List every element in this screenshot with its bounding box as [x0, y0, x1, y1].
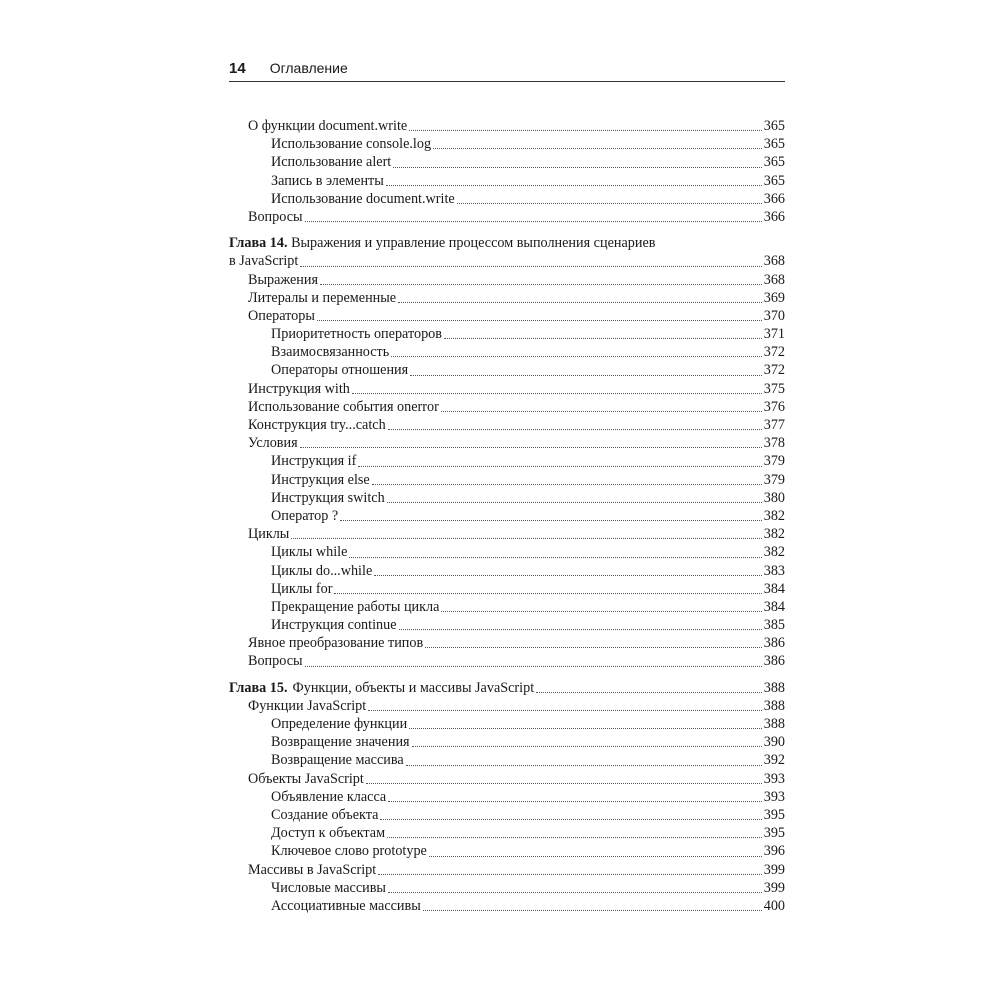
toc-entry-page: 399: [763, 861, 785, 878]
leader-dots: [444, 337, 762, 339]
toc-entry-title: Циклы while: [271, 544, 348, 561]
toc-entry-title: Циклы: [248, 526, 290, 543]
toc-entry-page: 386: [763, 635, 785, 652]
toc-entry-page: 400: [763, 897, 785, 914]
leader-dots: [433, 147, 762, 149]
toc-entry-title: Вопросы: [248, 208, 303, 225]
toc-entry-page: 366: [763, 208, 785, 225]
toc-entry[interactable]: [229, 652, 785, 670]
toc-entry-page: 382: [763, 544, 785, 561]
leader-dots: [441, 410, 762, 412]
toc-entry[interactable]: [229, 208, 785, 226]
toc-entry-title: Прекращение работы цикла: [271, 598, 440, 615]
chapter-15-label: Глава 15.: [229, 679, 288, 696]
toc-entry[interactable]: [229, 770, 785, 788]
toc-entry-page: 375: [763, 380, 785, 397]
leader-dots: [393, 166, 761, 168]
chapter-14-page: 368: [763, 253, 785, 270]
leader-dots: [317, 319, 762, 321]
toc-entry[interactable]: [229, 788, 785, 806]
toc-entry[interactable]: [229, 325, 785, 343]
toc-entry-page: 365: [763, 136, 785, 153]
toc-entry[interactable]: [229, 489, 785, 507]
toc-entry-title: Создание объекта: [271, 806, 379, 823]
running-head-title: Оглавление: [269, 60, 348, 76]
leader-dots: [425, 646, 762, 648]
toc-entry-title: Доступ к объектам: [271, 825, 386, 842]
leader-dots: [388, 891, 762, 893]
toc-entry[interactable]: [229, 452, 785, 470]
toc-entry-title: Объявление класса: [271, 788, 387, 805]
toc-entry-page: 385: [763, 617, 785, 634]
toc-entry-page: 382: [763, 507, 785, 524]
leader-dots: [398, 301, 762, 303]
chapter-14-entries: [229, 271, 785, 671]
toc-entry-title: Явное преобразование типов: [248, 635, 424, 652]
toc-entry-page: 365: [763, 154, 785, 171]
toc-entry[interactable]: [229, 733, 785, 751]
toc-entry-title: О функции document.write: [248, 118, 408, 134]
leader-dots: [391, 355, 762, 357]
toc-entry[interactable]: [229, 135, 785, 153]
toc-entry-title: Взаимосвязанность: [271, 344, 390, 361]
toc-entry-title: Циклы do...while: [271, 562, 373, 579]
toc-entry-title: Операторы отношения: [271, 362, 409, 379]
leader-dots: [429, 855, 762, 857]
toc-entry-page: 384: [763, 580, 785, 597]
toc-entry[interactable]: [229, 751, 785, 769]
toc-entry-title: Запись в элементы: [271, 172, 384, 189]
leader-dots: [388, 428, 762, 430]
toc-entry-page: 365: [763, 172, 785, 189]
leader-dots: [457, 202, 762, 204]
toc-entry-page: 395: [763, 825, 785, 842]
toc-entry-title: Возвращение значения: [271, 734, 410, 751]
toc-entry[interactable]: [229, 897, 785, 915]
toc-entry-page: 366: [763, 190, 785, 207]
toc-entry-title: Инструкция switch: [271, 489, 385, 506]
toc-entry-title: Конструкция try...catch: [248, 417, 386, 433]
toc-entry[interactable]: [229, 562, 785, 580]
toc-entry-title: Использование document.write: [271, 190, 455, 207]
toc-entry[interactable]: [229, 580, 785, 598]
leader-dots: [399, 628, 762, 630]
toc-entry-page: 382: [763, 526, 785, 543]
table-of-contents: [229, 117, 785, 915]
toc-entry[interactable]: [229, 361, 785, 379]
leader-dots: [387, 501, 762, 503]
toc-entry[interactable]: [229, 398, 785, 416]
chapter-14-title-line-1[interactable]: [229, 234, 785, 252]
toc-entry-page: 376: [763, 398, 785, 415]
toc-entry-page: 396: [763, 843, 785, 860]
toc-entry[interactable]: [229, 416, 785, 434]
chapter-14-title-cont: в JavaScript: [229, 253, 299, 270]
leader-dots: [366, 782, 762, 784]
page-header: [229, 60, 785, 80]
toc-entry-title: Инструкция if: [271, 453, 357, 470]
toc-entry-title: Ассоциативные массивы: [271, 897, 421, 914]
chapter-15-page: 388: [763, 679, 785, 696]
toc-entry-page: 399: [763, 879, 785, 896]
leader-dots: [423, 909, 762, 911]
toc-entry[interactable]: [229, 697, 785, 715]
toc-entry-page: 377: [763, 417, 785, 433]
toc-entry-title: Возвращение массива: [271, 752, 404, 769]
toc-entry-page: 369: [763, 289, 785, 306]
leader-dots: [334, 592, 761, 594]
toc-entry-title: Функции JavaScript: [248, 697, 367, 714]
leader-dots: [300, 265, 761, 267]
toc-entry-page: 388: [763, 716, 785, 732]
toc-entry-page: 386: [763, 653, 785, 670]
chapter-14: [229, 234, 785, 671]
toc-entry-title: Циклы for: [271, 580, 333, 597]
toc-entry-title: Условия: [248, 435, 298, 452]
chapter-14-title-line-2[interactable]: [229, 252, 785, 270]
leader-dots: [387, 836, 762, 838]
chapter-15-title: Функции, объекты и массивы JavaScript: [292, 679, 535, 696]
toc-entry-title: Определение функции: [271, 716, 408, 732]
leader-dots: [291, 537, 761, 539]
toc-entry-page: 379: [763, 471, 785, 488]
toc-entry-title: Инструкция continue: [271, 617, 397, 634]
toc-entry-page: 370: [763, 307, 785, 324]
toc-entry[interactable]: [229, 343, 785, 361]
toc-entry-title: Использование события onerror: [248, 398, 439, 415]
toc-entry-title: Числовые массивы: [271, 879, 386, 896]
toc-entry[interactable]: [229, 715, 785, 733]
toc-entry[interactable]: [229, 598, 785, 616]
chapter-15: [229, 679, 785, 915]
toc-entry[interactable]: [229, 507, 785, 525]
toc-entry-page: 393: [763, 788, 785, 805]
chapter-14-title: Выражения и управление процессом выполнения сценариев: [291, 235, 656, 252]
leader-dots: [368, 709, 762, 711]
leader-dots: [378, 873, 761, 875]
toc-entry-title: Инструкция with: [248, 380, 350, 397]
toc-entry[interactable]: [229, 271, 785, 289]
toc-entry-title: Использование console.log: [271, 136, 432, 153]
toc-entry[interactable]: [229, 806, 785, 824]
leader-dots: [300, 446, 762, 448]
toc-entry-page: 388: [763, 697, 785, 714]
toc-entry[interactable]: [229, 824, 785, 842]
chapter-15-entries: [229, 697, 785, 915]
toc-entry-title: Оператор ?: [271, 507, 339, 524]
toc-entry-page: 371: [763, 326, 785, 343]
toc-entry-title: Использование alert: [271, 154, 392, 171]
toc-entry-title: Операторы: [248, 307, 315, 324]
chapter-15-title-line[interactable]: [229, 679, 785, 697]
leader-dots: [410, 374, 762, 376]
toc-entry-page: 372: [763, 344, 785, 361]
leader-dots: [406, 764, 762, 766]
toc-entry-page: 378: [763, 435, 785, 452]
toc-entry[interactable]: [229, 307, 785, 325]
toc-entry[interactable]: [229, 543, 785, 561]
toc-entry[interactable]: [229, 842, 785, 860]
toc-entry-page: 365: [763, 118, 785, 134]
toc-entry[interactable]: [229, 117, 785, 135]
header-rule: [229, 81, 785, 82]
toc-entry-title: Ключевое слово prototype: [271, 843, 427, 860]
leader-dots: [412, 745, 762, 747]
leader-dots: [352, 392, 762, 394]
toc-entry[interactable]: [229, 190, 785, 208]
leader-dots: [320, 283, 762, 285]
leader-dots: [409, 727, 762, 729]
leader-dots: [305, 220, 762, 222]
toc-entry[interactable]: [229, 525, 785, 543]
leader-dots: [358, 465, 761, 467]
toc-entry[interactable]: [229, 634, 785, 652]
page-number: 14: [229, 60, 246, 77]
toc-entry-page: 368: [763, 271, 785, 288]
leader-dots: [305, 665, 762, 667]
toc-entry-page: 372: [763, 362, 785, 379]
leader-dots: [409, 129, 762, 131]
toc-entry-page: 383: [763, 562, 785, 579]
leader-dots: [536, 691, 762, 693]
toc-entry-page: 384: [763, 598, 785, 615]
toc-entry[interactable]: [229, 861, 785, 879]
leader-dots: [372, 483, 762, 485]
leader-dots: [388, 800, 761, 802]
toc-entry-title: Объекты JavaScript: [248, 770, 364, 787]
toc-entry[interactable]: [229, 434, 785, 452]
toc-entry[interactable]: [229, 879, 785, 897]
toc-entry-title: Массивы в JavaScript: [248, 861, 377, 878]
toc-entry-title: Выражения: [248, 271, 319, 288]
toc-entry[interactable]: [229, 471, 785, 489]
toc-entry-page: 392: [763, 752, 785, 769]
leader-dots: [349, 556, 761, 558]
toc-entry-title: Вопросы: [248, 653, 303, 670]
leader-dots: [340, 519, 762, 521]
toc-entry[interactable]: [229, 289, 785, 307]
toc-entry[interactable]: [229, 380, 785, 398]
toc-entry[interactable]: [229, 153, 785, 171]
toc-entry-page: 379: [763, 453, 785, 470]
toc-entry-title: Инструкция else: [271, 471, 370, 488]
toc-entry[interactable]: [229, 616, 785, 634]
toc-entry-title: Литералы и переменные: [248, 289, 397, 306]
leader-dots: [380, 818, 761, 820]
toc-entry-page: 395: [763, 806, 785, 823]
leader-dots: [386, 184, 762, 186]
leader-dots: [374, 574, 761, 576]
toc-entry[interactable]: [229, 172, 785, 190]
toc-entry-page: 380: [763, 489, 785, 506]
chapter-14-label: Глава 14.: [229, 235, 288, 252]
toc-block-continued: [229, 117, 785, 226]
leader-dots: [441, 610, 761, 612]
toc-entry-page: 390: [763, 734, 785, 751]
toc-entry-title: Приоритетность операторов: [271, 326, 442, 343]
toc-entry-page: 393: [763, 770, 785, 787]
